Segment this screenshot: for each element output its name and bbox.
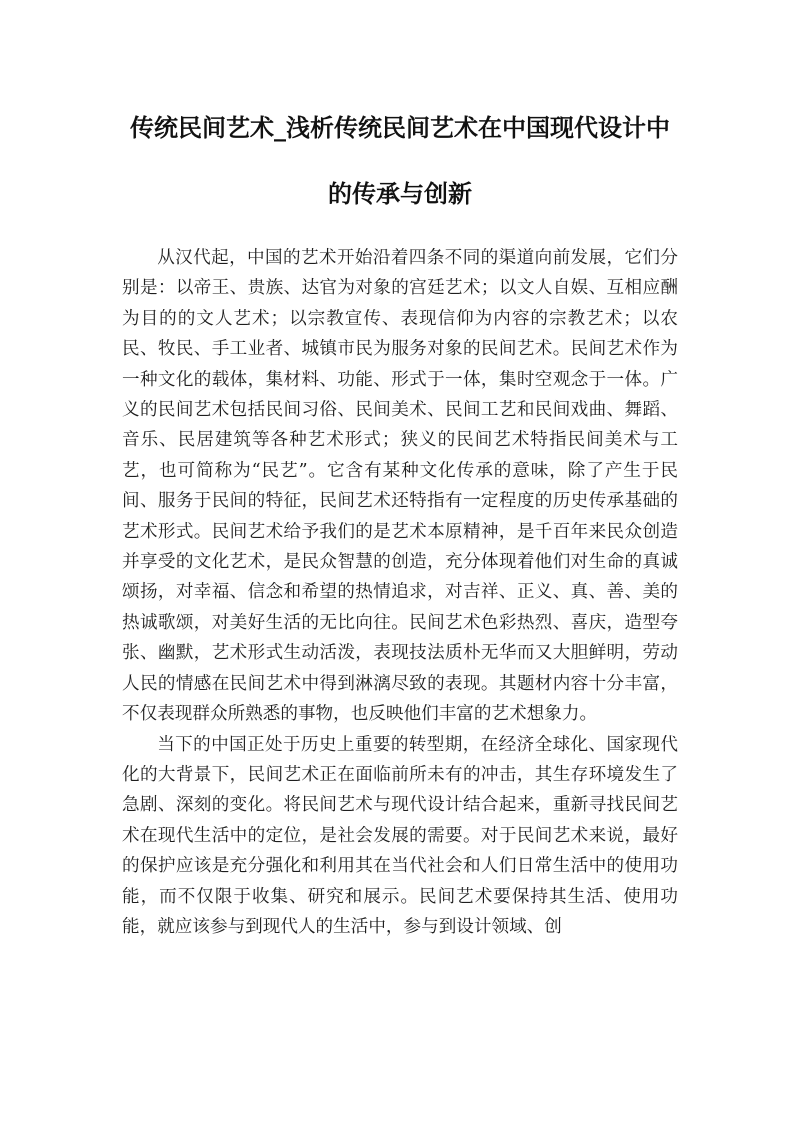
document-body xyxy=(122,243,678,942)
paragraph-2: 当下的中国正处于历史上重要的转型期，在经济全球化、国家现代化的大背景下，民间艺术正在面临前所未有的冲击，其生存环境发生了急剧、深刻的变化。将民间艺术与现代设计结合起来，重新寻找民间艺术在现代生活中的定位，是社会发展的需要。对于民间艺术来说，最好的保护应该是充分强化和利用其在当代社会和人们日常生活中的使用功能，而不仅限于收集、研究和展示。民间艺术要保持其生活、使用功能，就应该参与到现代人的生活中，参与到设计领域、创 xyxy=(122,734,678,937)
document-title-line-2: 的传承与创新 xyxy=(328,180,472,208)
document-title-line-1: 传统民间艺术_浅析传统民间艺术在中国现代设计中 xyxy=(130,114,670,142)
paragraph-1: 从汉代起，中国的艺术开始沿着四条不同的渠道向前发展，它们分别是：以帝王、贵族、达官为对象的宫廷艺术；以文人自娱、互相应酬为目的的文人艺术；以宗教宣传、表现信仰为内容的宗教艺术；以农民、牧民、手工业者、城镇市民为服务对象的民间艺术。民间艺术作为一种文化的载体，集材料、功能、形式于一体，集时空观念于一体。广义的民间艺术包括民间习俗、民间美术、民间工艺和民间戏曲、舞蹈、音乐、民居建筑等各种艺术形式；狭义的民间艺术特指民间美术与工艺，也可简称为“民艺”。它含有某种文化传承的意味，除了产生于民间、服务于民间的特征，民间艺术还特指有一定程度的历史传承基础的艺术形式。民间艺术给予我们的是艺术本原精神，是千百年来民众创造并享受的文化艺术，是民众智慧的创造，充分体现着他们对生命的真诚颂扬，对幸福、信念和希望的热情追求，对吉祥、正义、真、善、美的热诚歌颂，对美好生活的无比向往。民间艺术色彩热烈、喜庆，造型夸张、幽默，艺术形式生动活泼，表现技法质朴无华而又大胆鲜明，劳动人民的情感在民间艺术中得到淋漓尽致的表现。其题材内容十分丰富，不仅表现群众所熟悉的事物，也反映他们丰富的艺术想象力。 xyxy=(122,248,678,725)
